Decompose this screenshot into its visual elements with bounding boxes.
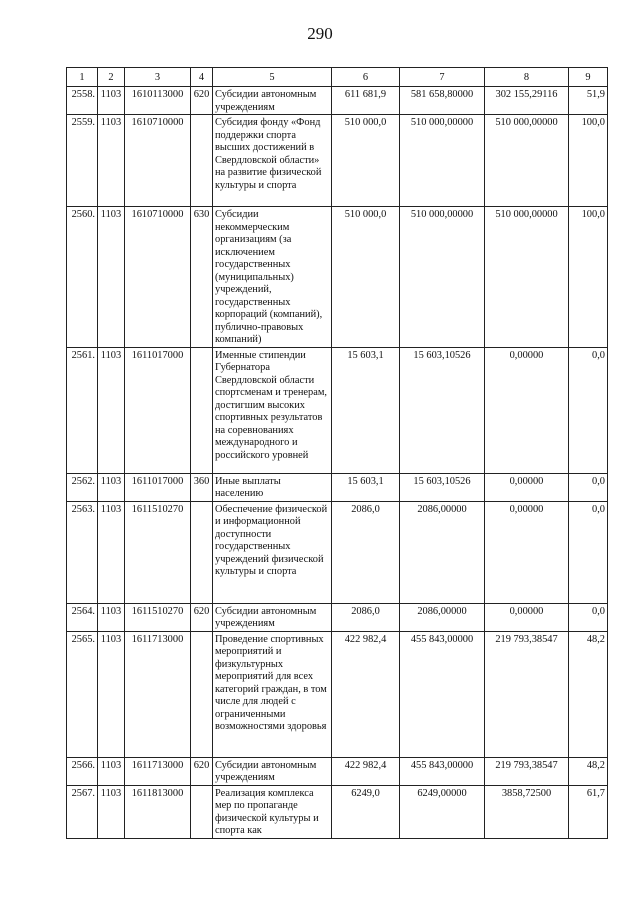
value-col-7: 6249,00000: [400, 785, 485, 838]
expense-type-code: 360: [191, 473, 213, 501]
value-col-6: 510 000,0: [332, 207, 400, 348]
value-col-9: 0,0: [569, 347, 608, 473]
expense-type-code: [191, 785, 213, 838]
expense-type-code: 630: [191, 207, 213, 348]
target-item-code: 1611017000: [125, 347, 191, 473]
target-item-code: 1611713000: [125, 757, 191, 785]
value-col-9: 51,9: [569, 87, 608, 115]
row-number: 2558.: [67, 87, 98, 115]
value-col-7: 510 000,00000: [400, 115, 485, 207]
page-number: 290: [307, 24, 333, 43]
value-col-9: 100,0: [569, 207, 608, 348]
col-header-5: 5: [213, 68, 332, 87]
table-row: [67, 785, 608, 838]
header-row: [67, 68, 608, 87]
value-col-6: 15 603,1: [332, 347, 400, 473]
section-code: 1103: [98, 603, 125, 631]
value-col-7: 2086,00000: [400, 501, 485, 603]
expense-type-code: [191, 631, 213, 757]
value-col-7: 15 603,10526: [400, 473, 485, 501]
target-item-code: 1610710000: [125, 207, 191, 348]
row-number: 2567.: [67, 785, 98, 838]
section-code: 1103: [98, 115, 125, 207]
section-code: 1103: [98, 347, 125, 473]
row-number: 2566.: [67, 757, 98, 785]
section-code: 1103: [98, 757, 125, 785]
value-col-9: 0,0: [569, 473, 608, 501]
target-item-code: 1611510270: [125, 501, 191, 603]
table-row: [67, 473, 608, 501]
item-name: Субсидии автономным учреждениям: [213, 757, 332, 785]
section-code: 1103: [98, 785, 125, 838]
row-number: 2560.: [67, 207, 98, 348]
value-col-6: 15 603,1: [332, 473, 400, 501]
section-code: 1103: [98, 87, 125, 115]
value-col-8: 0,00000: [485, 347, 569, 473]
value-col-6: 6249,0: [332, 785, 400, 838]
item-name: Проведение спортивных мероприятий и физкультурных мероприятий для всех категорий граждан, в том числе для людей с ограниченными возможностями здоровья: [213, 631, 332, 757]
expense-type-code: [191, 115, 213, 207]
item-name: Иные выплаты населению: [213, 473, 332, 501]
value-col-9: 100,0: [569, 115, 608, 207]
value-col-7: 581 658,80000: [400, 87, 485, 115]
target-item-code: 1610710000: [125, 115, 191, 207]
value-col-9: 48,2: [569, 631, 608, 757]
item-name: Обеспечение физической и информационной доступности государственных учреждений физической культуры и спорта: [213, 501, 332, 603]
expense-type-code: 620: [191, 603, 213, 631]
expense-type-code: [191, 347, 213, 473]
item-name: Субсидии некоммерческим организациям (за исключением государственных (муниципальных) учреждений, государственных корпораций (компаний), публично-правовых компаний): [213, 207, 332, 348]
row-number: 2564.: [67, 603, 98, 631]
value-col-7: 510 000,00000: [400, 207, 485, 348]
col-header-6: 6: [332, 68, 400, 87]
item-name: Субсидия фонду «Фонд поддержки спорта высших достижений в Свердловской области» на развитие физической культуры и спорта: [213, 115, 332, 207]
row-number: 2565.: [67, 631, 98, 757]
item-name: Субсидии автономным учреждениям: [213, 87, 332, 115]
row-number: 2561.: [67, 347, 98, 473]
value-col-6: 510 000,0: [332, 115, 400, 207]
col-header-7: 7: [400, 68, 485, 87]
col-header-9: 9: [569, 68, 608, 87]
value-col-6: 611 681,9: [332, 87, 400, 115]
value-col-7: 15 603,10526: [400, 347, 485, 473]
value-col-6: 2086,0: [332, 603, 400, 631]
value-col-9: 0,0: [569, 501, 608, 603]
col-header-2: 2: [98, 68, 125, 87]
section-code: 1103: [98, 207, 125, 348]
value-col-9: 0,0: [569, 603, 608, 631]
value-col-6: 422 982,4: [332, 757, 400, 785]
col-header-4: 4: [191, 68, 213, 87]
value-col-8: 0,00000: [485, 501, 569, 603]
value-col-8: 0,00000: [485, 603, 569, 631]
table-row: [67, 207, 608, 348]
section-code: 1103: [98, 501, 125, 603]
target-item-code: 1611813000: [125, 785, 191, 838]
target-item-code: 1611713000: [125, 631, 191, 757]
value-col-7: 2086,00000: [400, 603, 485, 631]
row-number: 2562.: [67, 473, 98, 501]
value-col-9: 61,7: [569, 785, 608, 838]
target-item-code: 1610113000: [125, 87, 191, 115]
table-row: [67, 115, 608, 207]
col-header-1: 1: [67, 68, 98, 87]
expense-type-code: 620: [191, 757, 213, 785]
section-code: 1103: [98, 473, 125, 501]
value-col-8: 0,00000: [485, 473, 569, 501]
item-name: Реализация комплекса мер по пропаганде физической культуры и спорта как: [213, 785, 332, 838]
table-row: [67, 603, 608, 631]
value-col-7: 455 843,00000: [400, 757, 485, 785]
value-col-8: 3858,72500: [485, 785, 569, 838]
value-col-6: 2086,0: [332, 501, 400, 603]
value-col-8: 510 000,00000: [485, 207, 569, 348]
table-row: [67, 501, 608, 603]
value-col-8: 510 000,00000: [485, 115, 569, 207]
section-code: 1103: [98, 631, 125, 757]
value-col-8: 219 793,38547: [485, 757, 569, 785]
value-col-6: 422 982,4: [332, 631, 400, 757]
col-header-8: 8: [485, 68, 569, 87]
table-row: [67, 757, 608, 785]
table-row: [67, 631, 608, 757]
value-col-9: 48,2: [569, 757, 608, 785]
table-row: [67, 347, 608, 473]
col-header-3: 3: [125, 68, 191, 87]
budget-table: [66, 67, 608, 839]
value-col-7: 455 843,00000: [400, 631, 485, 757]
row-number: 2563.: [67, 501, 98, 603]
target-item-code: 1611510270: [125, 603, 191, 631]
table-row: [67, 87, 608, 115]
expense-type-code: [191, 501, 213, 603]
target-item-code: 1611017000: [125, 473, 191, 501]
value-col-8: 219 793,38547: [485, 631, 569, 757]
value-col-8: 302 155,29116: [485, 87, 569, 115]
item-name: Именные стипендии Губернатора Свердловской области спортсменам и тренерам, достигшим высоких спортивных результатов на соревнованиях международного и российского уровней: [213, 347, 332, 473]
expense-type-code: 620: [191, 87, 213, 115]
item-name: Субсидии автономным учреждениям: [213, 603, 332, 631]
row-number: 2559.: [67, 115, 98, 207]
